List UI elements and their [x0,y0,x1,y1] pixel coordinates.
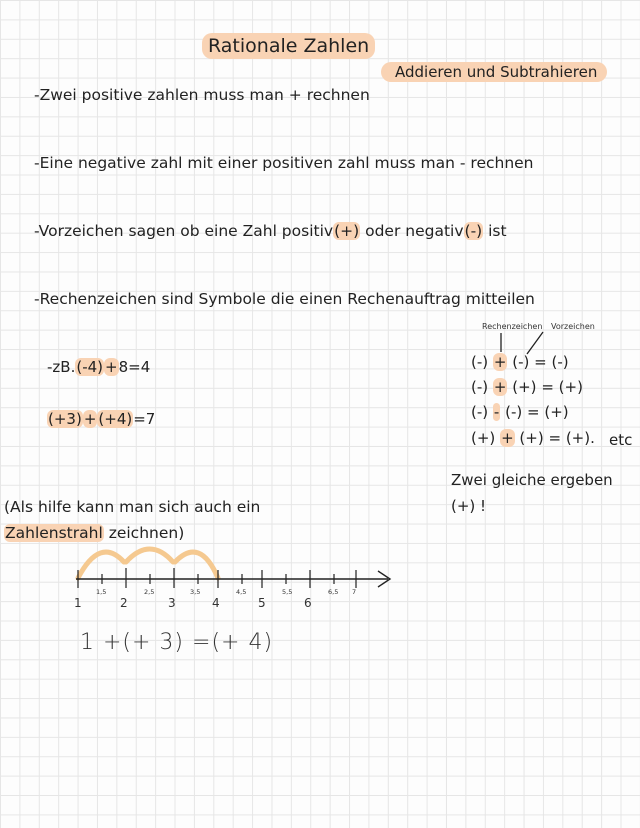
main-label: 4 [212,596,220,610]
half-label: 7 [352,588,357,596]
example-1-op: + [105,358,118,376]
half-label: 3,5 [190,588,201,596]
sign-row: (-) - (-) = (+) [471,403,569,421]
annotation-vorzeichen: Vorzeichen [551,322,595,331]
hint-rest: zeichnen) [103,524,185,542]
annotation-rechenzeichen: Rechenzeichen [482,322,543,331]
hint-highlight: Zahlenstrahl [5,524,103,542]
example-2 [47,410,155,428]
sign-row: (+) + (+) = (+). [471,429,595,447]
rule-rechenzeichen: -Rechenzeichen sind Symbole die einen Rechenauftrag mitteilen [34,290,535,308]
sign-row: (-) + (+) = (+) [471,378,583,396]
half-label: 6,5 [328,588,339,596]
example-2-op: + [83,410,97,428]
positive-sign: (+) [334,222,360,240]
half-label: 5,5 [282,588,293,596]
half-label: 4,5 [236,588,247,596]
page-subtitle: Addieren und Subtrahieren [381,62,607,82]
example-1-prefix: -zB. [47,358,76,376]
page-title: Rationale Zahlen [202,33,375,59]
half-label: 1,5 [96,588,107,596]
example-2-a: (+3) [48,410,82,428]
number-line [60,540,405,620]
main-label: 5 [258,596,266,610]
etc-label: etc [609,431,633,449]
example-1-rest: 8=4 [118,358,151,376]
example-1-a: (-4) [76,358,104,376]
main-label: 6 [304,596,312,610]
example-2-b: (+4) [98,410,133,428]
rule-vorzeichen-after: ist [483,222,507,240]
rule-vorzeichen-middle: oder negativ [360,222,464,240]
main-label: 2 [120,596,128,610]
two-equal-line1: Zwei gleiche ergeben [451,471,613,489]
rule-positive: -Zwei positive zahlen muss man + rechnen [34,86,370,104]
negative-sign: (-) [464,222,483,240]
sign-row: (-) + (-) = (-) [471,353,569,371]
rule-vorzeichen-before: -Vorzeichen sagen ob eine Zahl positiv [34,222,334,240]
half-label: 2,5 [144,588,155,596]
number-line-equation: 1 +(+ 3) =(+ 4) [80,630,274,655]
main-label: 3 [168,596,176,610]
example-2-rest: =7 [133,410,156,428]
hint-line1: (Als hilfe kann man sich auch ein [4,498,261,516]
rule-negative-positive: -Eine negative zahl mit einer positiven zahl muss man - rechnen [34,154,534,172]
example-1 [47,358,150,376]
rule-vorzeichen [34,222,507,240]
main-label: 1 [74,596,82,610]
two-equal-line2: (+) ! [451,497,487,515]
